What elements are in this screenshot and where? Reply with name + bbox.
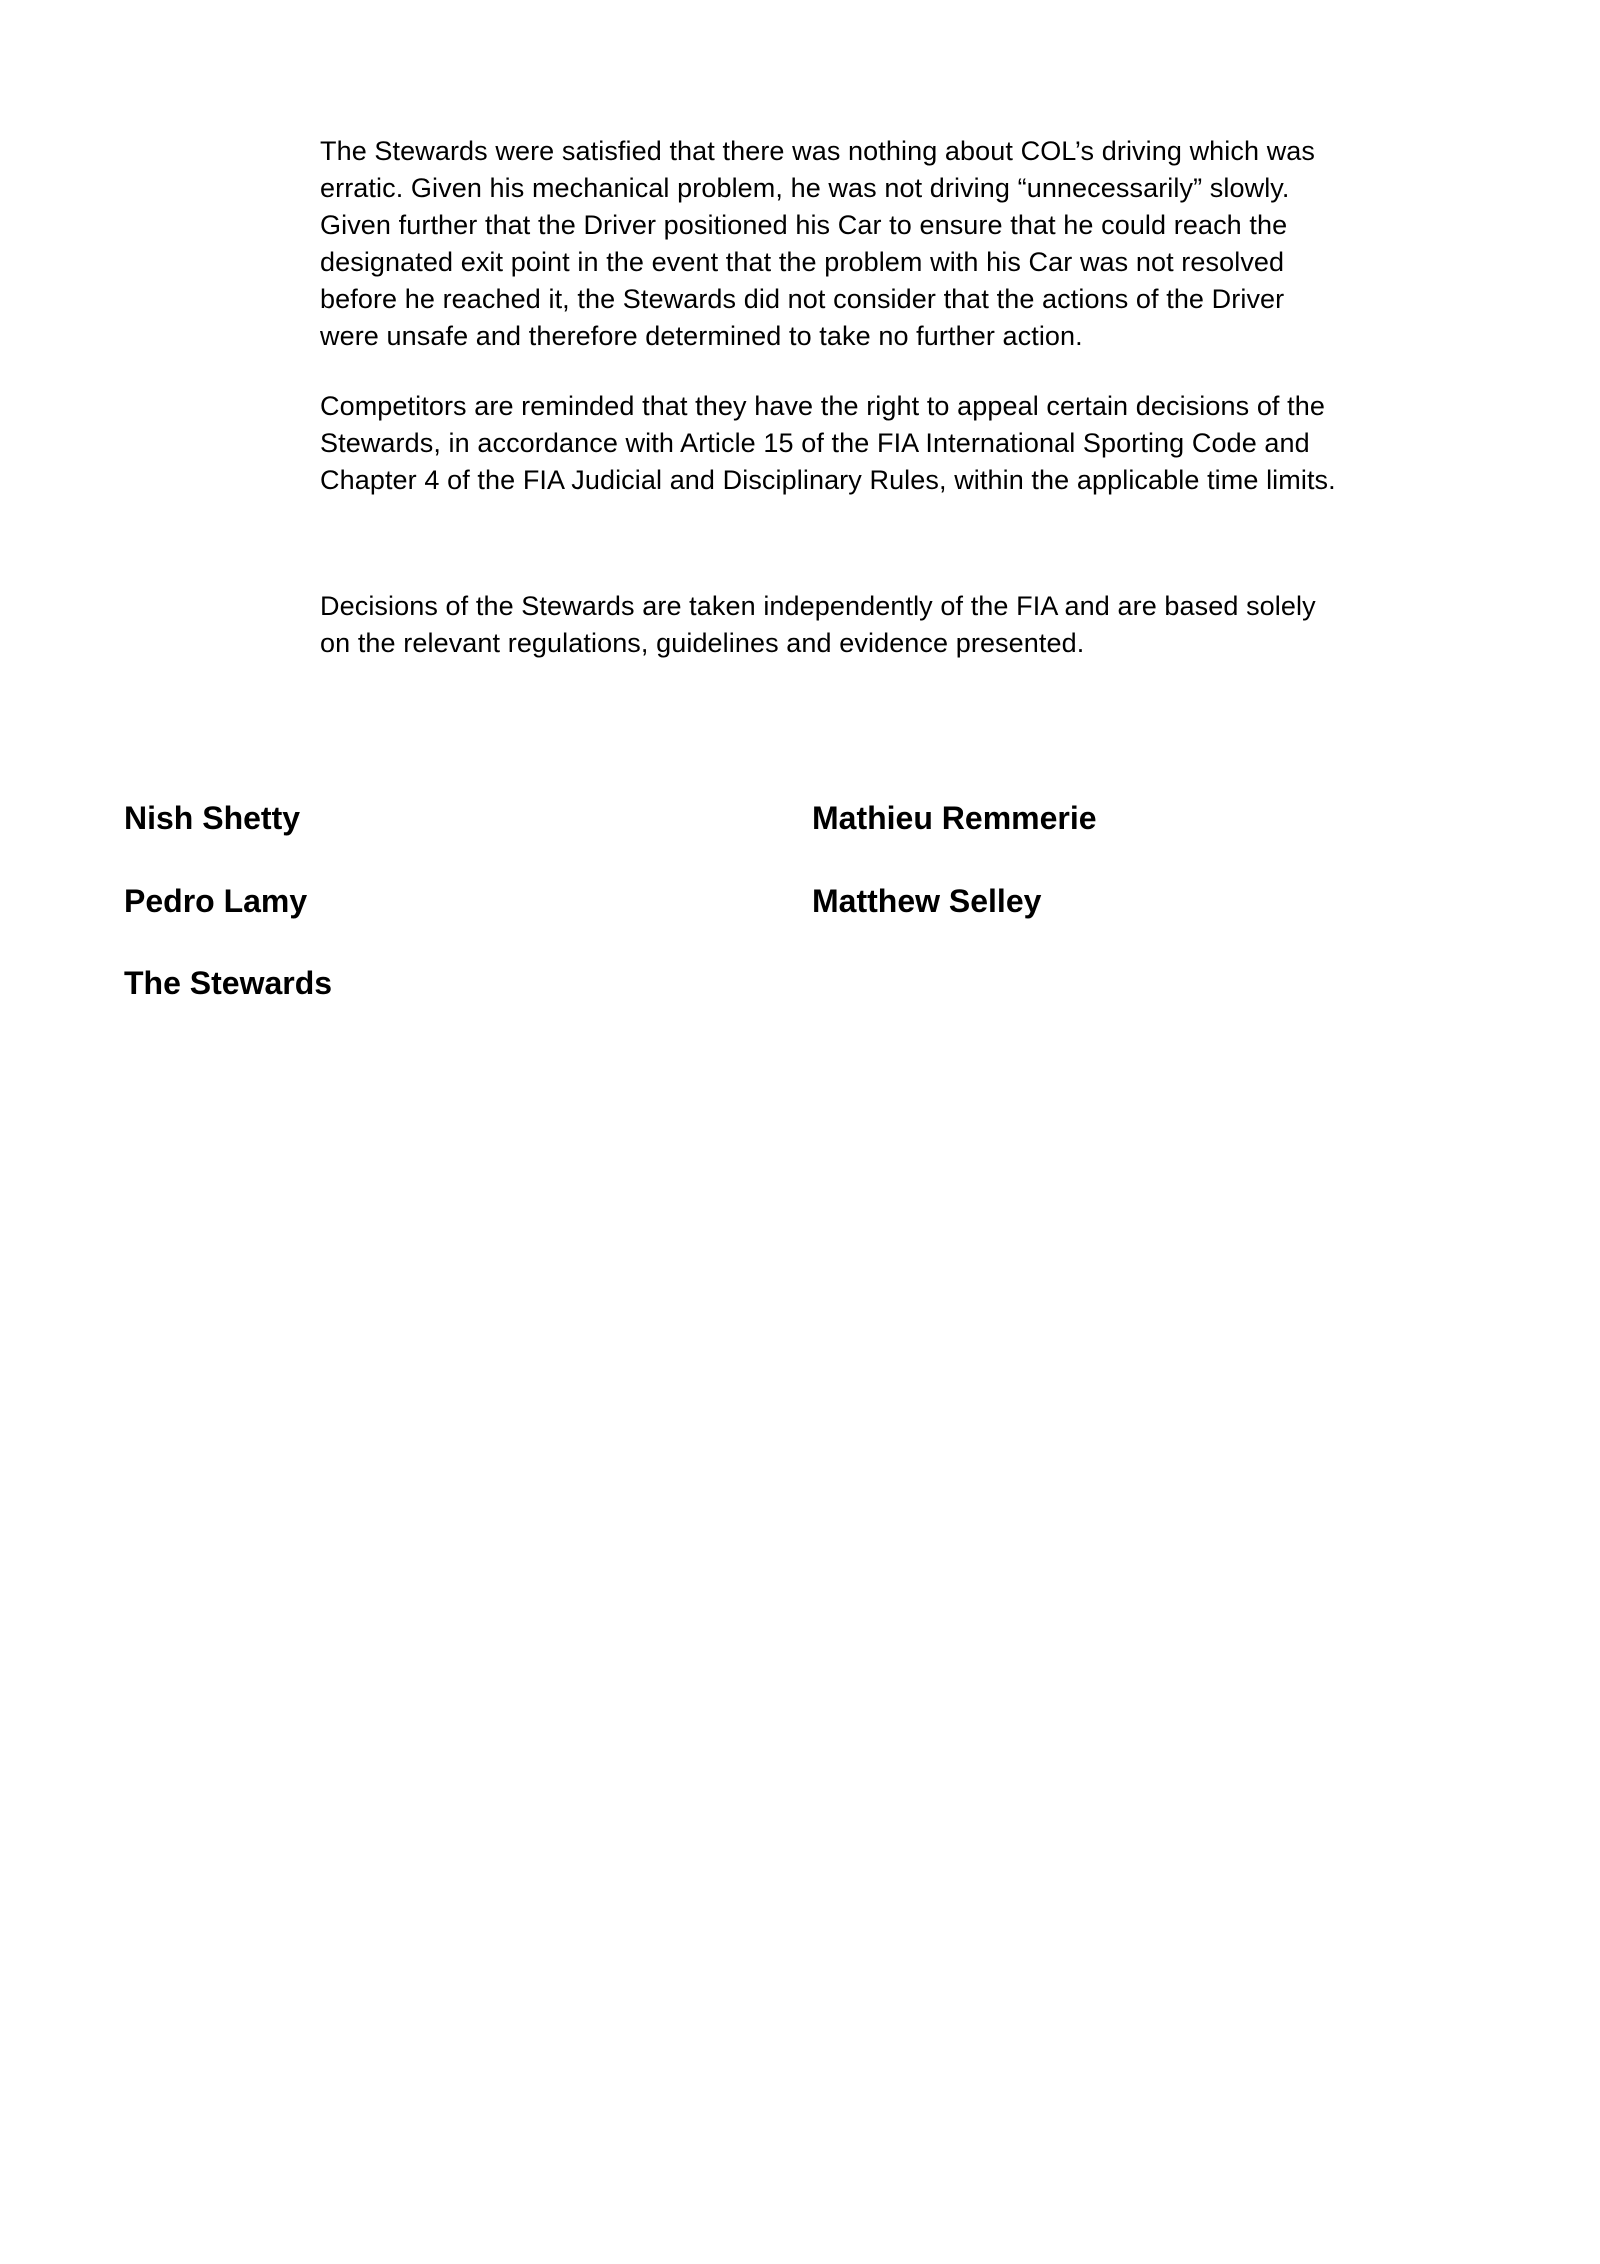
- paragraph-line: Given further that the Driver positioned his Car to ensure that he could reach the: [320, 210, 1288, 240]
- paragraph-line: were unsafe and therefore determined to take no further action.: [320, 321, 1083, 351]
- paragraph-line: Decisions of the Stewards are taken independently of the FIA and are based solely: [320, 591, 1316, 621]
- paragraph-line: The Stewards were satisfied that there was nothing about COL’s driving which was: [320, 136, 1316, 166]
- signatory-name-left-2: Pedro Lamy: [124, 883, 308, 919]
- paragraph-line: before he reached it, the Stewards did not consider that the actions of the Driver: [320, 284, 1285, 314]
- signatory-name-right-2: Matthew Selley: [812, 883, 1042, 919]
- signatory-name-left-1: Nish Shetty: [124, 800, 301, 836]
- paragraph-line: Stewards, in accordance with Article 15 of the FIA International Sporting Code and: [320, 428, 1310, 458]
- paragraph-line: erratic. Given his mechanical problem, he was not driving “unnecessarily” slowly.: [320, 173, 1290, 203]
- body-paragraph-independence-note: [320, 588, 1490, 662]
- signatory-title-the-stewards: The Stewards: [124, 965, 333, 1001]
- paragraph-line: Chapter 4 of the FIA Judicial and Disciplinary Rules, within the applicable time limits.: [320, 465, 1336, 495]
- paragraph-line: designated exit point in the event that the problem with his Car was not resolved: [320, 247, 1285, 277]
- body-paragraph-appeal-rights: [320, 388, 1490, 499]
- paragraph-line: on the relevant regulations, guidelines and evidence presented.: [320, 628, 1085, 658]
- paragraph-line: Competitors are reminded that they have the right to appeal certain decisions of the: [320, 391, 1325, 421]
- signatory-name-right-1: Mathieu Remmerie: [812, 800, 1097, 836]
- body-paragraph-stewards-finding: [320, 133, 1490, 355]
